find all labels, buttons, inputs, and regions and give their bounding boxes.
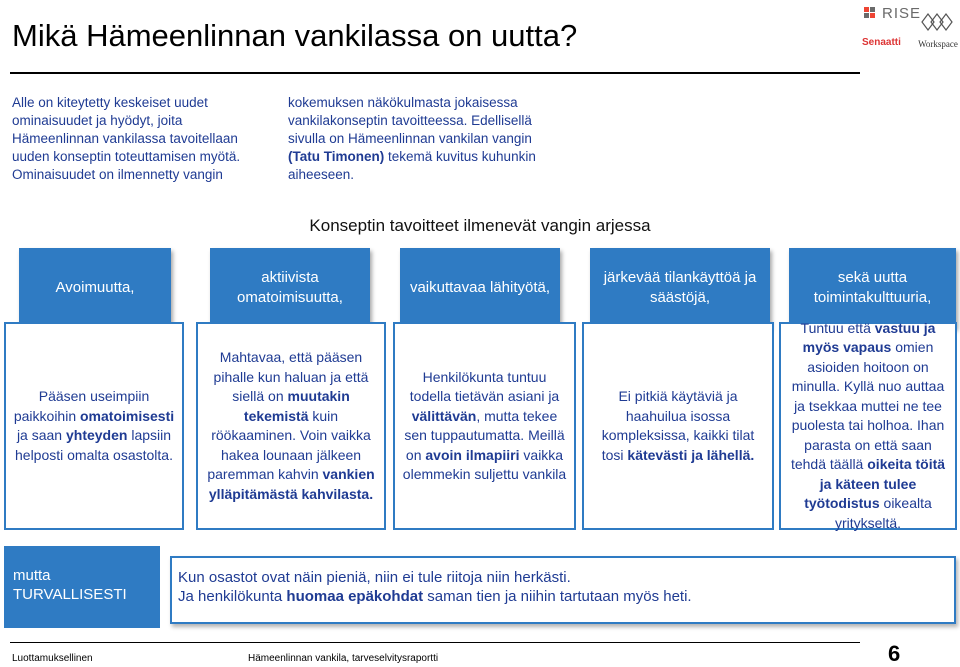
experience-box-self-activity: [196, 322, 386, 530]
exp-text: Tuntuu että: [800, 319, 875, 336]
title-divider: [10, 72, 860, 74]
goal-box-space-use: järkevää tilankäyttöä ja säästöjä,: [590, 248, 770, 328]
intro-right-line: sivulla on Hämeenlinnan vankilan vangin: [288, 131, 532, 146]
exp-text: vaikka olemmekin suljettu vankila: [402, 446, 567, 482]
safety-text-line2: [178, 587, 954, 606]
rise-logo: [864, 5, 921, 22]
workspace-logo: [918, 12, 958, 49]
intro-left-text: [12, 94, 277, 184]
exp-text: Pääsen useimpiin paikkoihin: [13, 388, 150, 424]
page-title: Mikä Hämeenlinnan vankilassa on uutta?: [12, 18, 578, 53]
safety-text-post: saman tien ja niihin tartutaan myös heti.: [423, 588, 692, 605]
exp-bold: avoin ilmapiiri: [425, 446, 520, 463]
exp-text: oikealta yritykseltä.: [834, 495, 932, 531]
intro-right-line: [288, 148, 588, 166]
experience-box-openness: [4, 322, 184, 530]
goal-box-openness: Avoimuutta,: [19, 248, 171, 328]
rise-mark-icon: [864, 7, 878, 21]
safety-label-line1: mutta: [13, 567, 51, 584]
exp-text: lapsiin helposti omalta osastolta.: [15, 427, 173, 463]
intro-left-line: uuden konseptin toteuttamisen myötä.: [12, 149, 241, 164]
rise-label: RISE: [882, 5, 922, 22]
exp-bold: vankien ylläpitämästä kahvilasta.: [208, 466, 375, 502]
exp-text: Ei pitkiä käytäviä ja haahuilua isossa kompleksissa, kaikki tilat tosi: [601, 388, 755, 463]
safety-text-box: [170, 556, 956, 624]
exp-bold: omatoimisesti: [80, 407, 175, 424]
experience-box-space-use: [582, 322, 774, 530]
intro-right-line: aiheeseen.: [288, 167, 355, 182]
exp-text: Mahtavaa, että pääsen pihalle kun haluan ja että siellä on: [213, 349, 369, 404]
exp-text: Henkilökunta tuntuu todella tietävän asiani ja: [409, 368, 560, 404]
exp-bold: vastuu ja myös vapaus: [802, 319, 936, 356]
goal-box-self-activity: aktiivista omatoimisuutta,: [210, 248, 370, 328]
safety-text-line1: Kun osastot ovat näin pieniä, niin ei tule riitoja niin herkästi.: [178, 569, 571, 586]
intro-right-text: [288, 94, 588, 184]
exp-bold: yhteyden: [65, 427, 128, 443]
intro-author-bold: (Tatu Timonen): [288, 149, 385, 164]
workspace-label: Workspace: [918, 39, 958, 49]
intro-left-line: Alle on kiteytetty keskeiset uudet: [12, 95, 208, 110]
safety-text-bold: huomaa epäkohdat: [286, 588, 424, 605]
intro-right-line: kokemuksen näkökulmasta jokaisessa: [288, 95, 518, 110]
goal-box-close-work: vaikuttavaa lähityötä,: [400, 248, 560, 328]
exp-bold: kätevästi ja lähellä.: [627, 446, 755, 463]
safety-label-line2: TURVALLISESTI: [13, 586, 127, 603]
exp-text: ja saan: [16, 427, 66, 443]
intro-right-after-bold: tekemä kuvitus kuhunkin: [384, 149, 536, 164]
exp-bold: välittävän: [411, 407, 477, 424]
intro-left-line: ominaisuudet ja hyödyt, joita: [12, 113, 183, 128]
safety-text-pre: Ja henkilökunta: [178, 588, 287, 605]
workspace-lattice-icon: [920, 12, 956, 32]
experience-box-close-work: [393, 322, 576, 530]
page-number: 6: [888, 641, 901, 666]
exp-bold: muutakin tekemistä: [243, 388, 350, 424]
footer-divider: [10, 642, 860, 643]
section-heading: Konseptin tavoitteet ilmenevät vangin arjessa: [309, 216, 651, 235]
senaatti-logo: Senaatti: [862, 37, 901, 48]
safety-label-box: [4, 546, 160, 628]
footer-confidential: Luottamuksellinen: [12, 653, 93, 664]
exp-text: , mutta tekee sen tuppautumatta. Meillä on: [404, 407, 565, 463]
exp-text: kuin röökaaminen. Voin vaikka hakea lounaan jälkeen paremman kahvin: [207, 407, 371, 482]
experience-box-culture: [779, 319, 957, 531]
exp-bold: oikeita töitä ja käteen tulee työtodistus: [804, 456, 946, 512]
intro-right-line: vankilakonseptin tavoitteessa. Edellisellä: [288, 113, 532, 128]
intro-left-line: Ominaisuudet on ilmennetty vangin: [12, 167, 223, 182]
intro-left-line: Hämeenlinnan vankilassa tavoitellaan: [12, 131, 238, 146]
footer-report-title: Hämeenlinnan vankila, tarveselvitysraportti: [248, 653, 439, 664]
goal-box-culture: sekä uutta toimintakulttuuria,: [789, 248, 956, 328]
exp-text: omien asioiden hoitoon on minulla. Kyllä nuo auttaa ja tsekkaa muttei ne tee puolesta tai holhoa. Ihan parasta on että saan tehdä täällä: [790, 339, 945, 473]
